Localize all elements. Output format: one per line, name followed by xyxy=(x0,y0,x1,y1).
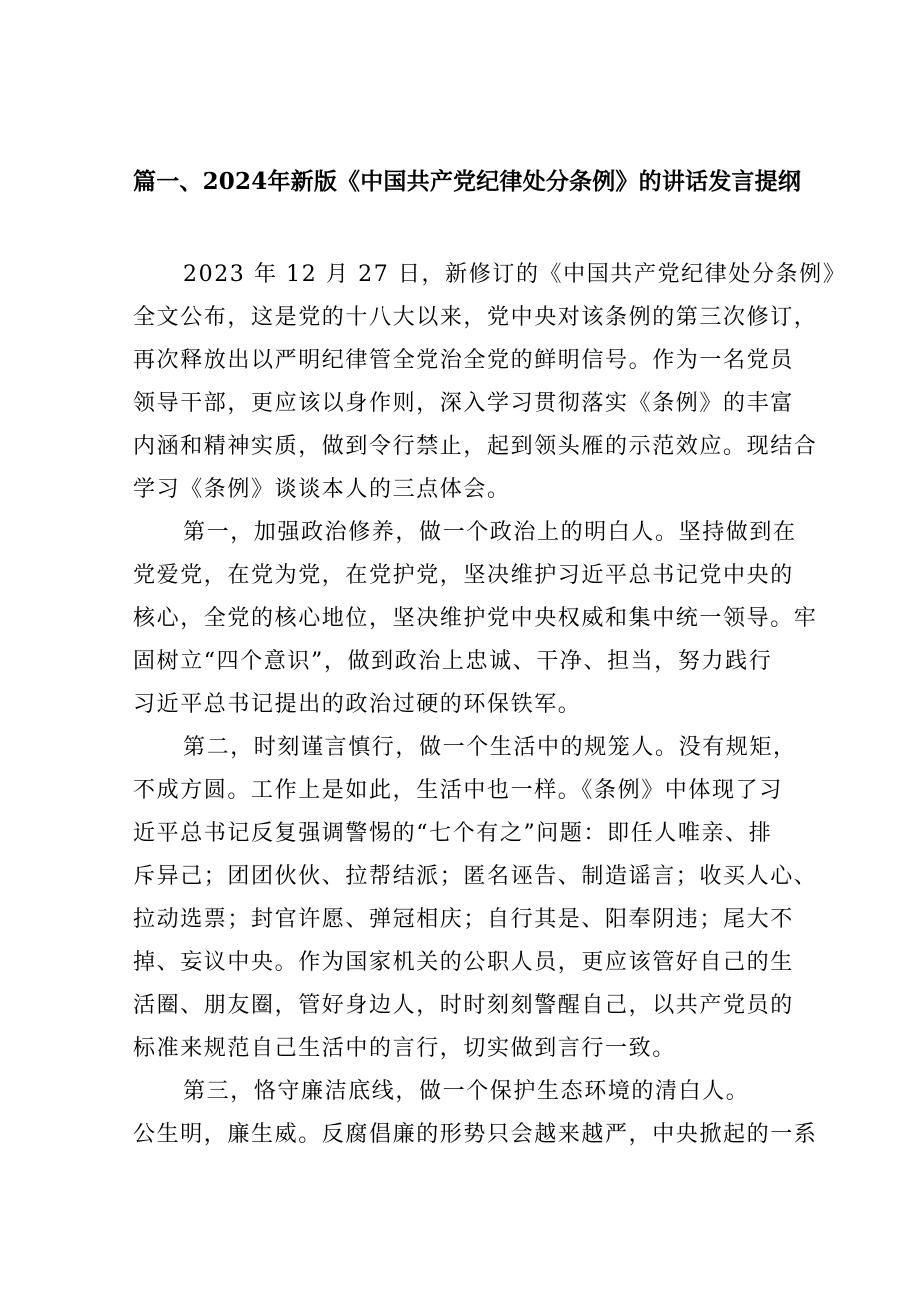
paragraph-line: 全文公布，这是党的十八大以来，党中央对该条例的第三次修订， xyxy=(133,305,818,330)
paragraph-line: 学习《条例》谈谈本人的三点体会。 xyxy=(133,477,511,502)
paragraph-line: 斥异己；团团伙伙、拉帮结派；匿名诬告、制造谣言；收买人心、 xyxy=(133,864,818,889)
paragraph-line: 习近平总书记提出的政治过硬的环保铁军。 xyxy=(133,692,582,717)
paragraph-line: 内涵和精神实质，做到令行禁止，起到领头雁的示范效应。现结合 xyxy=(133,434,818,459)
paragraph-line: 掉、妄议中央。作为国家机关的公职人员，更应该管好自己的生 xyxy=(133,950,794,975)
paragraph-line: 党爱党，在党为党，在党护党，坚决维护习近平总书记党中央的 xyxy=(133,563,794,588)
paragraph-line: 核心，全党的核心地位，坚决维护党中央权威和集中统一领导。牢 xyxy=(133,606,818,631)
document-body xyxy=(133,253,847,1156)
document-title: 篇一、2024年新版《中国共产党纪律处分条例》的讲话发言提纲 xyxy=(133,168,802,195)
paragraph-line: 近平总书记反复强调警惕的“七个有之”问题：即任人唯亲、排 xyxy=(133,821,773,846)
paragraph-line: 再次释放出以严明纪律管全党治全党的鲜明信号。作为一名党员 xyxy=(133,348,794,373)
paragraph-line: 固树立“四个意识”，做到政治上忠诚、干净、担当，努力践行 xyxy=(133,649,773,674)
paragraph-line: 第二，时刻谨言慎行，做一个生活中的规笼人。没有规矩， xyxy=(183,735,797,760)
paragraph-line: 拉动选票；封官许愿、弹冠相庆；自行其是、阳奉阴违；尾大不 xyxy=(133,907,794,932)
paragraph-line: 2023 年 12 月 27 日，新修订的《中国共产党纪律处分条例》 xyxy=(183,262,847,287)
paragraph-line: 标准来规范自己生活中的言行，切实做到言行一致。 xyxy=(133,1036,676,1061)
paragraph-line: 活圈、朋友圈，管好身边人，时时刻刻警醒自己，以共产党员的 xyxy=(133,993,794,1018)
paragraph-line: 第一，加强政治修养，做一个政治上的明白人。坚持做到在 xyxy=(183,520,797,545)
paragraph-line: 公生明，廉生威。反腐倡廉的形势只会越来越严，中央掀起的一系 xyxy=(133,1122,818,1147)
paragraph-line: 不成方圆。工作上是如此，生活中也一样。《条例》中体现了习 xyxy=(133,778,783,803)
paragraph-line: 领导干部，更应该以身作则，深入学习贯彻落实《条例》的丰富 xyxy=(133,391,794,416)
paragraph-line: 第三，恪守廉洁底线，做一个保护生态环境的清白人。 xyxy=(183,1079,750,1104)
